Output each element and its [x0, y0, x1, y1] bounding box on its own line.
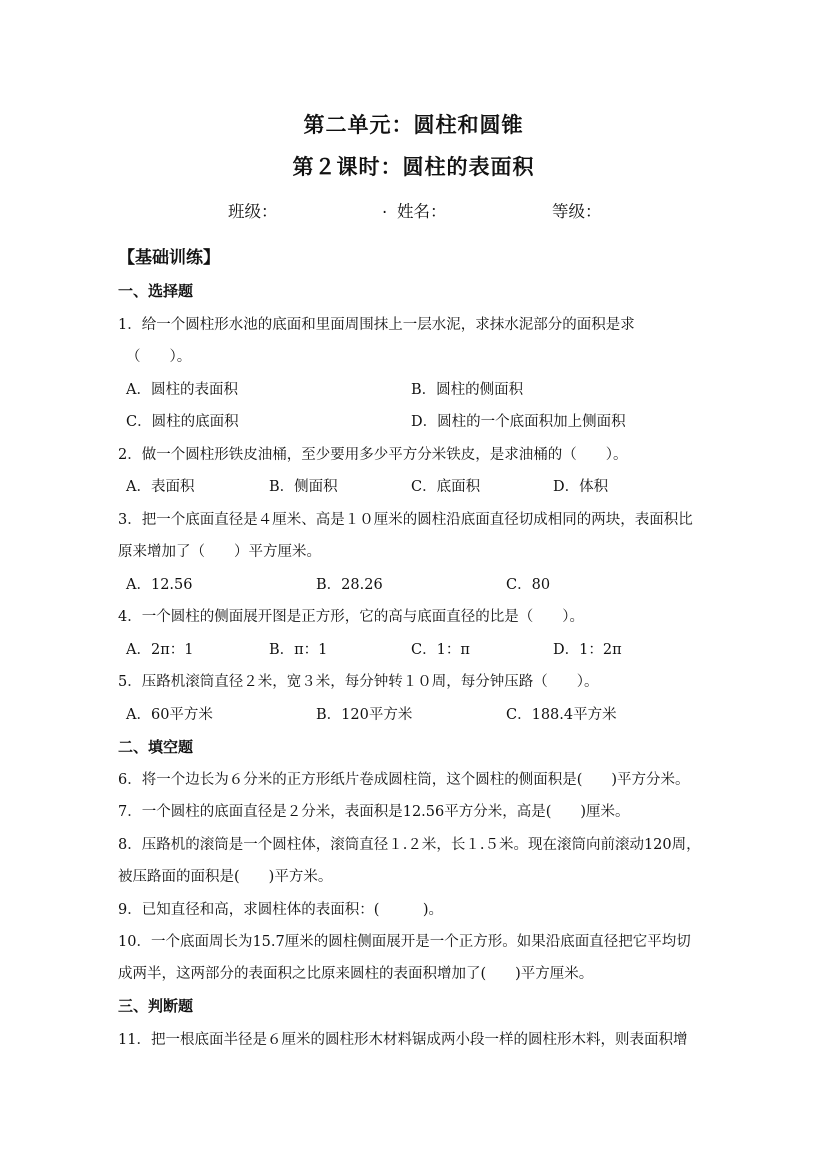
grade-label: 等级： — [552, 202, 602, 221]
q11-stem: 11．把一根底面半径是６厘米的圆柱形木材料锯成两小段一样的圆柱形木料，则表面积增 — [118, 1032, 688, 1048]
name-label: 姓名： — [397, 202, 447, 221]
q6-stem: 6．将一个边长为６分米的正方形纸片卷成圆柱筒，这个圆柱的侧面积是( )平方分米。 — [118, 772, 690, 788]
q5-option-b: B．120平方米 — [316, 707, 413, 723]
q3-option-a: A．12.56 — [126, 577, 193, 593]
q10-stem-cont: 成两半，这两部分的表面积之比原来圆柱的表面积增加了( )平方厘米。 — [118, 966, 594, 982]
q9-stem: 9．已知直径和高，求圆柱体的表面积：( )。 — [118, 902, 444, 918]
q4-option-b: B．π：1 — [269, 642, 328, 658]
q5-stem: 5．压路机滚筒直径２米，宽３米，每分钟转１０周，每分钟压路（ ）。 — [118, 674, 599, 690]
q3-option-b: B．28.26 — [316, 577, 383, 593]
q1-option-a: A．圆柱的表面积 — [126, 382, 238, 398]
q3-stem: 3．把一个底面直径是４厘米、高是１０厘米的圆柱沿底面直径切成相同的两块，表面积比 — [118, 512, 693, 528]
q1-option-c: C．圆柱的底面积 — [126, 414, 239, 430]
lesson-title: 第２课时：圆柱的表面积 — [292, 154, 535, 179]
q4-option-c: C．1：π — [411, 642, 470, 658]
q4-stem: 4．一个圆柱的侧面展开图是正方形，它的高与底面直径的比是（ ）。 — [118, 609, 584, 625]
q3-stem-cont: 原来增加了（ ）平方厘米。 — [118, 544, 321, 560]
q1-stem: 1．给一个圆柱形水池的底面和里面周围抹上一层水泥，求抹水泥部分的面积是求 — [118, 317, 635, 333]
q7-stem: 7．一个圆柱的底面直径是２分米，表面积是12.56平方分米，高是( )厘米。 — [118, 804, 630, 820]
q8-stem: 8．压路机的滚筒是一个圆柱体，滚筒直径１.２米，长１.５米。现在滚筒向前滚动120周， — [118, 837, 701, 853]
q1-stem-cont: （ ）。 — [126, 349, 192, 365]
q4-option-a: A．2π：1 — [126, 642, 194, 658]
q2-option-c: C．底面积 — [411, 479, 481, 495]
q5-option-a: A．60平方米 — [126, 707, 213, 723]
section-fill: 二、填空题 — [118, 738, 194, 756]
q4-option-d: D．1：2π — [553, 642, 622, 658]
section-basic: 【基础训练】 — [118, 248, 220, 268]
q2-option-b: B．侧面积 — [269, 479, 338, 495]
q3-option-c: C．80 — [506, 577, 551, 593]
section-judge: 三、判断题 — [118, 997, 194, 1015]
class-label: 班级： — [228, 202, 278, 221]
unit-title: 第二单元：圆柱和圆锥 — [303, 112, 524, 137]
q2-option-d: D．体积 — [553, 479, 609, 495]
q1-option-b: B．圆柱的侧面积 — [411, 382, 524, 398]
q8-stem-cont: 被压路面的面积是( )平方米。 — [118, 869, 333, 885]
separator-dot: . — [382, 198, 388, 217]
q5-option-c: C．188.4平方米 — [506, 707, 617, 723]
q2-stem: 2．做一个圆柱形铁皮油桶，至少要用多少平方分米铁皮，是求油桶的（ ）。 — [118, 447, 628, 463]
section-choice: 一、选择题 — [118, 282, 194, 300]
q2-option-a: A．表面积 — [126, 479, 195, 495]
q1-option-d: D．圆柱的一个底面积加上侧面积 — [411, 414, 626, 430]
q10-stem: 10．一个底面周长为15.7厘米的圆柱侧面展开是一个正方形。如果沿底面直径把它平均切 — [118, 934, 691, 950]
